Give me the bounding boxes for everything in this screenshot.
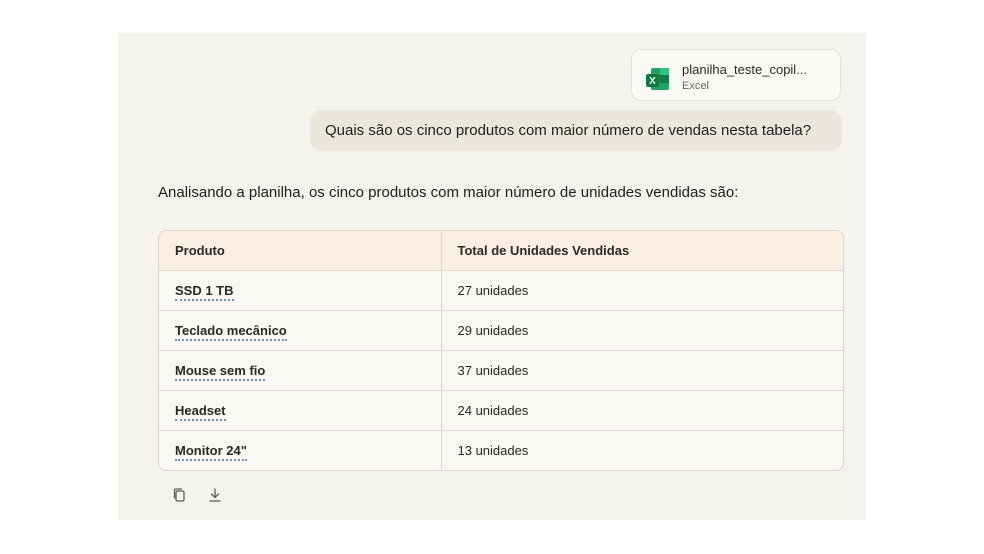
column-header-produto: Produto (159, 231, 441, 271)
copy-icon (171, 487, 187, 503)
download-button[interactable] (204, 484, 226, 506)
table-row (159, 431, 843, 471)
assistant-intro-text: Analisando a planilha, os cinco produtos com maior número de unidades vendidas são: (158, 184, 739, 201)
product-name[interactable]: Headset (175, 403, 226, 421)
user-message-bubble (310, 110, 842, 151)
results-table (158, 230, 844, 471)
copy-button[interactable] (168, 484, 190, 506)
svg-text:X: X (649, 76, 656, 87)
table-row (159, 311, 843, 351)
units-sold: 37 unidades (441, 351, 843, 391)
units-sold: 29 unidades (441, 311, 843, 351)
column-header-total: Total de Unidades Vendidas (441, 231, 843, 271)
product-name[interactable]: SSD 1 TB (175, 283, 234, 301)
chat-panel (118, 33, 866, 520)
table-header-row (159, 231, 843, 271)
download-icon (207, 487, 223, 503)
user-message-text: Quais são os cinco produtos com maior número de vendas nesta tabela? (325, 122, 812, 139)
product-name[interactable]: Monitor 24" (175, 443, 247, 461)
table-row (159, 351, 843, 391)
units-sold: 27 unidades (441, 271, 843, 311)
table-row (159, 391, 843, 431)
attachment-card[interactable] (631, 49, 841, 101)
units-sold: 13 unidades (457, 443, 529, 458)
excel-icon (644, 65, 672, 93)
attachment-file-name: planilha_teste_copil... (682, 62, 808, 77)
attachment-file-type: Excel (682, 80, 709, 92)
product-name[interactable]: Mouse sem fio (175, 363, 265, 381)
product-name[interactable]: Teclado mecânico (175, 323, 287, 341)
table-row (159, 271, 843, 311)
units-sold: 24 unidades (441, 391, 843, 431)
